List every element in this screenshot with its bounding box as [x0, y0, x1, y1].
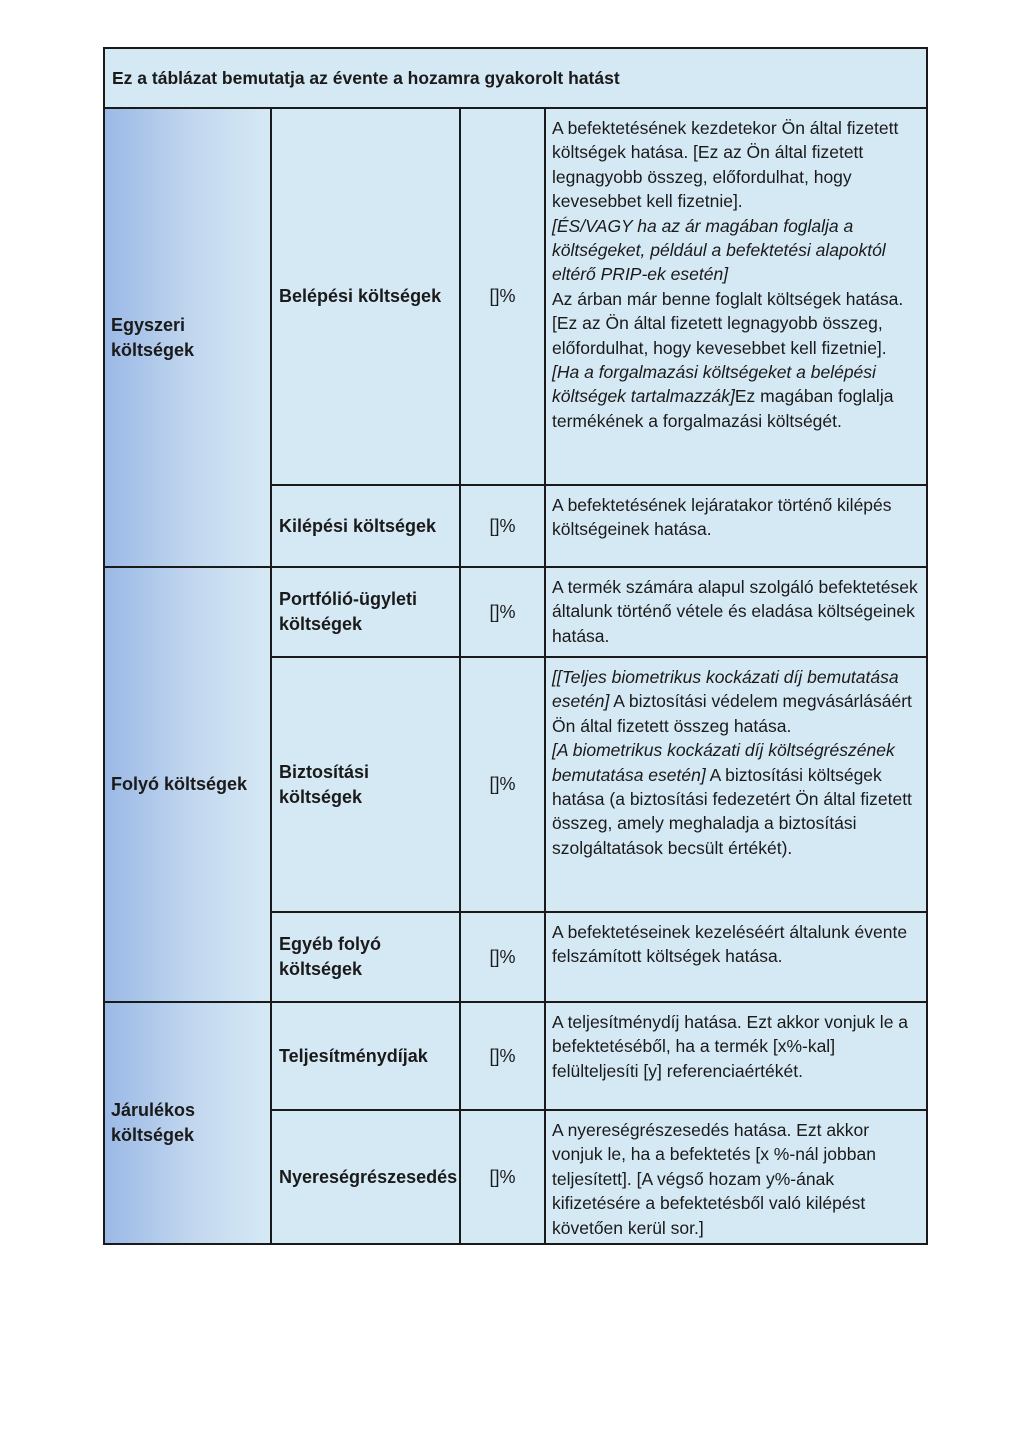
cost-percent-value: []%	[460, 485, 545, 567]
cost-percent-value: []%	[460, 108, 545, 485]
cost-description	[545, 1002, 927, 1110]
description-note: [Ha a forgalmazási költségeket a belépési költségek tartalmazzák]	[552, 362, 876, 407]
description-text: A teljesítménydíj hatása. Ezt akkor vonjuk le a befektetéséből, ha a termék [x%-kal] felülteljesíti [y] referenciaértékét.	[552, 1012, 909, 1081]
table-row	[104, 567, 927, 657]
cost-name-performance-fees: Teljesítménydíjak	[271, 1002, 460, 1110]
table-row	[104, 108, 927, 485]
cost-name-other-ongoing: Egyéb folyó költségek	[271, 912, 460, 1002]
description-note: [A biometrikus kockázati díj költségrészének bemutatása esetén]	[552, 740, 895, 785]
description-text: A biztosítási költségek hatása (a biztosítási fedezetért Ön által fizetett összeg, amely meghaladja a biztosítási szolgáltatások becsült értékét).	[552, 764, 912, 858]
description-text: Az árban már benne foglalt költségek hatása. [Ez az Ön által fizetett legnagyobb összeg, előfordulhat, hogy kevesebbet kell fizetnie].	[552, 288, 904, 358]
cost-name-exit: Kilépési költségek	[271, 485, 460, 567]
description-note: [[Teljes biometrikus kockázati díj bemutatása esetén]	[552, 667, 899, 712]
cost-name-entry: Belépési költségek	[271, 108, 460, 485]
description-text: A befektetéseinek kezeléséért általunk évente felszámított költségek hatása.	[552, 922, 908, 967]
cost-description	[545, 1110, 927, 1244]
table-header-row	[104, 48, 927, 108]
table-row	[104, 1002, 927, 1110]
description-text: A befektetésének lejáratakor történő kilépés költségeinek hatása.	[552, 495, 892, 540]
cost-description	[545, 108, 927, 485]
cost-name-portfolio-transaction: Portfólió-ügyleti költségek	[271, 567, 460, 657]
cost-impact-table	[103, 47, 928, 1245]
cost-description	[545, 657, 927, 912]
cost-name-carried-interest: Nyereségrészesedés	[271, 1110, 460, 1244]
group-label-ongoing-costs: Folyó költségek	[104, 567, 271, 1002]
cost-percent-value: []%	[460, 1002, 545, 1110]
description-text: A termék számára alapul szolgáló befektetések általunk történő vétele és eladása költségeinek hatása.	[552, 577, 918, 646]
description-text: Ez magában foglalja termékének a forgalmazási költségét.	[552, 386, 894, 431]
cost-name-insurance: Biztosítási költségek	[271, 657, 460, 912]
group-label-incidental-costs: Járulékos költségek	[104, 1002, 271, 1244]
description-text: A befektetésének kezdetekor Ön által fizetett költségek hatása. [Ez az Ön által fizetett legnagyobb összeg, előfordulhat, hogy kevesebbet kell fizetnie].	[552, 118, 899, 212]
cost-description	[545, 912, 927, 1002]
cost-percent-value: []%	[460, 912, 545, 1002]
description-note: [ÉS/VAGY ha az ár magában foglalja a költségeket, például a befektetési alapoktól eltérő PRIP-ek esetén]	[552, 215, 886, 285]
cost-description	[545, 485, 927, 567]
group-label-one-off-costs: Egyszeri költségek	[104, 108, 271, 567]
description-text: A biztosítási védelem megvásárlásáért Ön által fizetett összeg hatása.	[552, 691, 912, 736]
cost-description	[545, 567, 927, 657]
cost-percent-value: []%	[460, 1110, 545, 1244]
cost-percent-value: []%	[460, 567, 545, 657]
cost-percent-value: []%	[460, 657, 545, 912]
description-text: A nyereségrészesedés hatása. Ezt akkor vonjuk le, ha a befektetés [x %-nál jobban teljesített]. [A végső hozam y%-ának kifizetésére a befektetésből való kilépést követően kerül sor.]	[552, 1120, 876, 1238]
table-title: Ez a táblázat bemutatja az évente a hozamra gyakorolt hatást	[104, 48, 927, 108]
